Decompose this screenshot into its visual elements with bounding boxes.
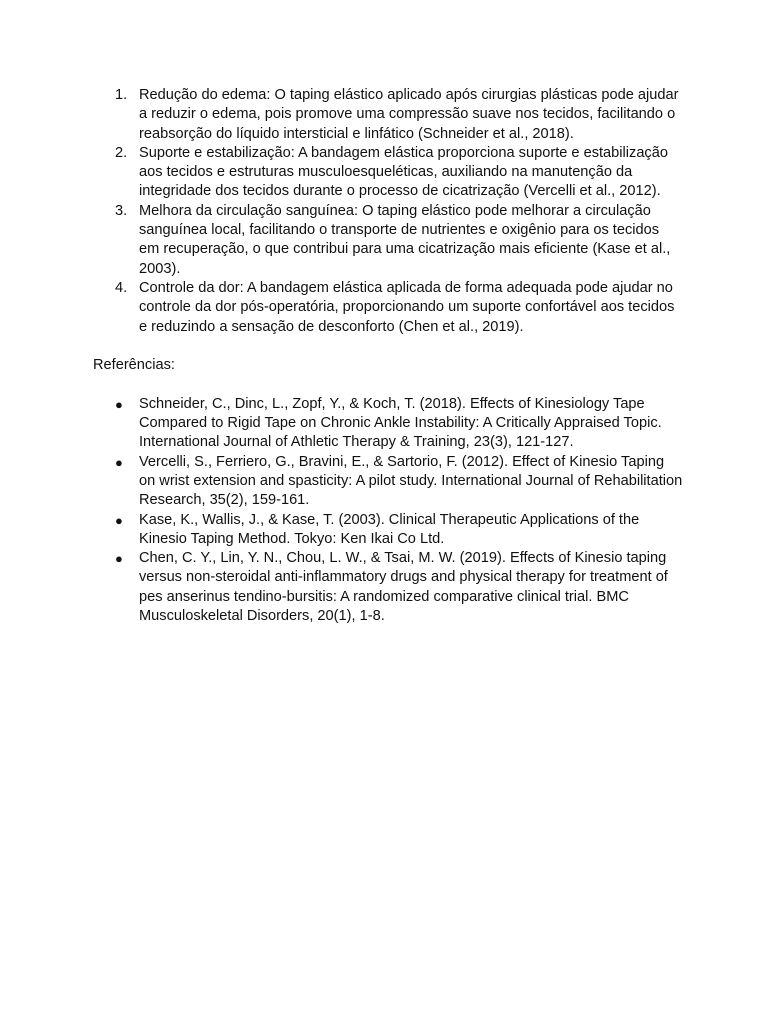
reference-text: Vercelli, S., Ferriero, G., Bravini, E., & Sartorio, F. (2012). Effect of Kinesio Taping on wrist extension and spasticity: A pilot study. International Journal of Rehabilitation Research, 35(2), 159-161. <box>139 453 683 509</box>
list-item <box>93 279 683 337</box>
list-item-text: Controle da dor: A bandagem elástica aplicada de forma adequada pode ajudar no controle da dor pós-operatória, proporcionando um suporte confortável aos tecidos e reduzindo a sensação de desconforto (Chen et al., 2019). <box>139 279 675 335</box>
list-item <box>93 202 683 279</box>
reference-item <box>93 511 683 550</box>
list-item <box>93 86 683 144</box>
reference-text: Kase, K., Wallis, J., & Kase, T. (2003). Clinical Therapeutic Applications of the Kinesio Taping Method. Tokyo: Ken Ikai Co Ltd. <box>139 511 640 547</box>
list-number: 2. <box>115 144 128 161</box>
reference-text: Chen, C. Y., Lin, Y. N., Chou, L. W., & Tsai, M. W. (2019). Effects of Kinesio taping versus non-steroidal anti-inflammatory drugs and physical therapy for treatment of pes anserinus tendino-bursitis: A randomized comparative clinical trial. BMC Musculoskeletal Disorders, 20(1), 1-8. <box>139 550 668 625</box>
list-number: 4. <box>115 279 128 296</box>
benefits-list <box>93 86 683 337</box>
bullet-icon: ● <box>115 396 123 412</box>
bullet-icon: ● <box>115 454 123 470</box>
list-item-text: Melhora da circulação sanguínea: O taping elástico pode melhorar a circulação sanguínea local, facilitando o transporte de nutrientes e oxigênio para os tecidos em recuperação, o que contribui para uma cicatrização mais eficiente (Kase et al., 2003). <box>139 202 671 277</box>
references-list <box>93 395 683 627</box>
bullet-icon: ● <box>115 551 123 567</box>
list-number: 3. <box>115 202 128 219</box>
reference-item <box>93 453 683 511</box>
list-item-text: Redução do edema: O taping elástico aplicado após cirurgias plásticas pode ajudar a reduzir o edema, pois promove uma compressão suave nos tecidos, facilitando o reabsorção do líquido intersticial e linfático (Schneider et al., 2018). <box>139 87 679 142</box>
bullet-icon: ● <box>115 512 123 528</box>
list-item-text: Suporte e estabilização: A bandagem elástica proporciona suporte e estabilização aos tecidos e estruturas musculoesqueléticas, auxiliando na manutenção da integridade dos tecidos durante o processo de cicatrização (Vercelli et al., 2012). <box>139 144 668 200</box>
document-body <box>93 86 683 626</box>
reference-item <box>93 549 683 626</box>
references-heading: Referências: <box>93 357 175 374</box>
reference-text: Schneider, C., Dinc, L., Zopf, Y., & Koch, T. (2018). Effects of Kinesiology Tape Compared to Rigid Tape on Chronic Ankle Instability: A Critically Appraised Topic. International Journal of Athletic Therapy & Training, 23(3), 121-127. <box>139 395 662 451</box>
list-item <box>93 144 683 202</box>
list-number: 1. <box>115 87 128 103</box>
reference-item <box>93 395 683 453</box>
